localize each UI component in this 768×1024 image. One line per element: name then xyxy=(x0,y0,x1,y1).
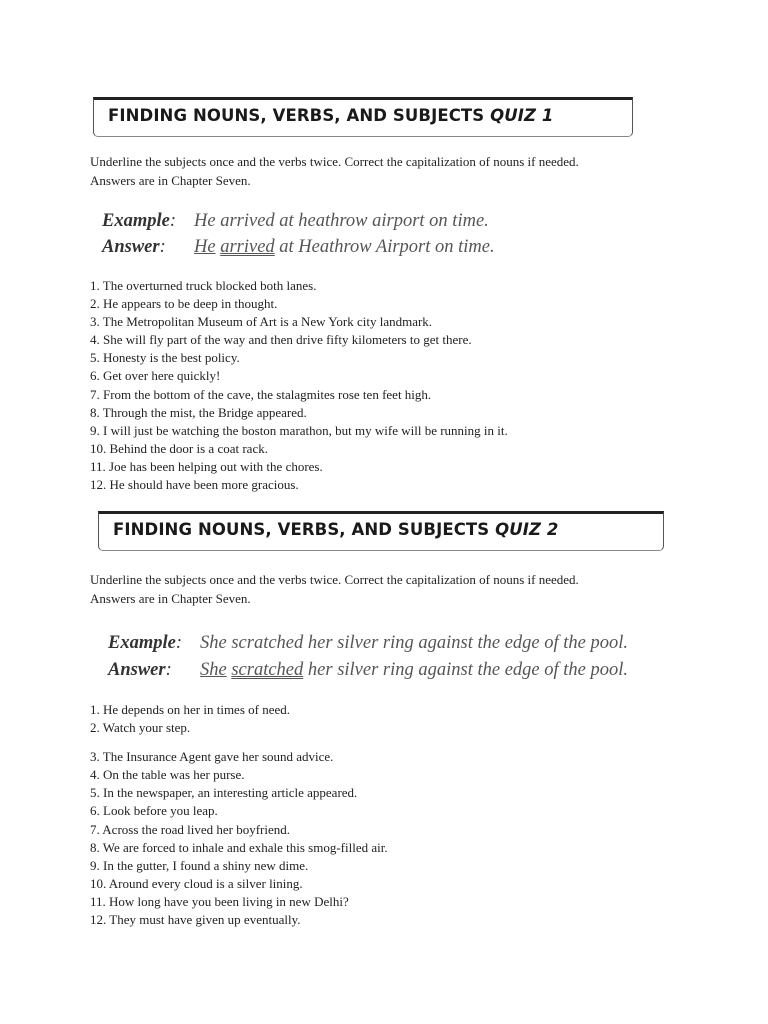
quiz-1-item: 10. Behind the door is a coat rack. xyxy=(90,440,268,456)
quiz-1-answer-rest: at Heathrow Airport on time. xyxy=(279,237,495,257)
quiz-1-item: 1. The overturned truck blocked both lanes. xyxy=(90,278,317,293)
quiz-2-answer-verb: scratched xyxy=(231,660,304,680)
quiz-1-item: 12. He should have been more gracious. xyxy=(90,477,299,493)
quiz-1-instructions-line2: Answers are in Chapter Seven. xyxy=(90,173,251,188)
quiz-2-answer-subject: She xyxy=(200,660,227,680)
quiz-2-item: 9. In the gutter, I found a shiny new dime. xyxy=(90,857,309,873)
quiz-1-item: 4. She will fly part of the way and then drive fifty kilometers to get there. xyxy=(90,332,472,348)
quiz-2-example-row xyxy=(108,630,628,656)
quiz-2-answer-rest: her silver ring against the edge of the pool. xyxy=(307,660,629,680)
quiz-1-item: 5. Honesty is the best policy. xyxy=(90,350,240,366)
quiz-1-instructions-line1: Underline the subjects once and the verbs twice. Correct the capitalization of nouns if needed. xyxy=(90,154,579,169)
quiz-2-instructions-line2: Answers are in Chapter Seven. xyxy=(90,591,251,606)
quiz-2-item: 7. Across the road lived her boyfriend. xyxy=(90,821,291,837)
quiz-1-item: 9. I will just be watching the boston marathon, but my wife will be running in it. xyxy=(90,422,508,438)
quiz-1-answer-verb: arrived xyxy=(220,237,275,257)
quiz-2-item: 10. Around every cloud is a silver lining. xyxy=(90,875,303,891)
quiz-2-instructions-line1: Underline the subjects once and the verbs twice. Correct the capitalization of nouns if needed. xyxy=(90,572,579,587)
quiz-2-item: 12. They must have given up eventually. xyxy=(90,912,301,928)
quiz-1-example-row xyxy=(102,208,489,234)
quiz-1-item: 7. From the bottom of the cave, the stalagmites rose ten feet high. xyxy=(90,386,432,402)
quiz-2-instructions xyxy=(90,570,690,608)
quiz-2-title-text: FINDING NOUNS, VERBS, AND SUBJECTS xyxy=(113,520,490,539)
quiz-2-example-label: Example: xyxy=(108,633,183,653)
quiz-2-item: 6. Look before you leap. xyxy=(90,803,218,819)
quiz-1-item: 11. Joe has been helping out with the chores. xyxy=(90,458,323,474)
quiz-1-item: 3. The Metropolitan Museum of Art is a New York city landmark. xyxy=(90,314,433,330)
quiz-2-item: 8. We are forced to inhale and exhale this smog-filled air. xyxy=(90,839,388,855)
quiz-1-answer-sentence xyxy=(194,237,495,257)
quiz-2-header-banner xyxy=(98,511,664,551)
quiz-1-item: 8. Through the mist, the Bridge appeared. xyxy=(90,404,307,420)
quiz-2-answer-row xyxy=(108,657,628,683)
quiz-1-answer-row xyxy=(102,234,495,260)
quiz-2-item: 2. Watch your step. xyxy=(90,720,191,736)
quiz-1-example-label: Example: xyxy=(102,211,177,231)
quiz-1-answer-label: Answer: xyxy=(102,237,166,257)
quiz-1-item-list xyxy=(90,277,508,494)
quiz-2-title-suffix: QUIZ 2 xyxy=(495,520,559,539)
quiz-2-item: 11. How long have you been living in new Delhi? xyxy=(90,893,349,909)
quiz-2-item: 5. In the newspaper, an interesting article appeared. xyxy=(90,785,358,801)
quiz-1-item: 6. Get over here quickly! xyxy=(90,368,221,384)
quiz-1-answer-subject: He xyxy=(194,237,216,257)
quiz-2-item: 1. He depends on her in times of need. xyxy=(90,702,291,717)
quiz-2-answer-label: Answer: xyxy=(108,660,172,680)
quiz-1-title xyxy=(108,106,553,125)
quiz-2-item-list xyxy=(90,701,388,929)
quiz-1-title-text: FINDING NOUNS, VERBS, AND SUBJECTS xyxy=(108,106,485,125)
quiz-2-title xyxy=(113,520,558,539)
quiz-2-example-sentence: She scratched her silver ring against the edge of the pool. xyxy=(200,633,628,653)
quiz-1-example-sentence: He arrived at heathrow airport on time. xyxy=(194,211,489,231)
quiz-1-instructions xyxy=(90,152,690,190)
quiz-2-item: 3. The Insurance Agent gave her sound advice. xyxy=(90,749,334,765)
quiz-1-item: 2. He appears to be deep in thought. xyxy=(90,296,278,312)
quiz-1-title-suffix: QUIZ 1 xyxy=(490,106,554,125)
quiz-2-answer-sentence xyxy=(200,660,628,680)
quiz-1-header-banner xyxy=(93,97,633,137)
quiz-2-item: 4. On the table was her purse. xyxy=(90,767,245,783)
